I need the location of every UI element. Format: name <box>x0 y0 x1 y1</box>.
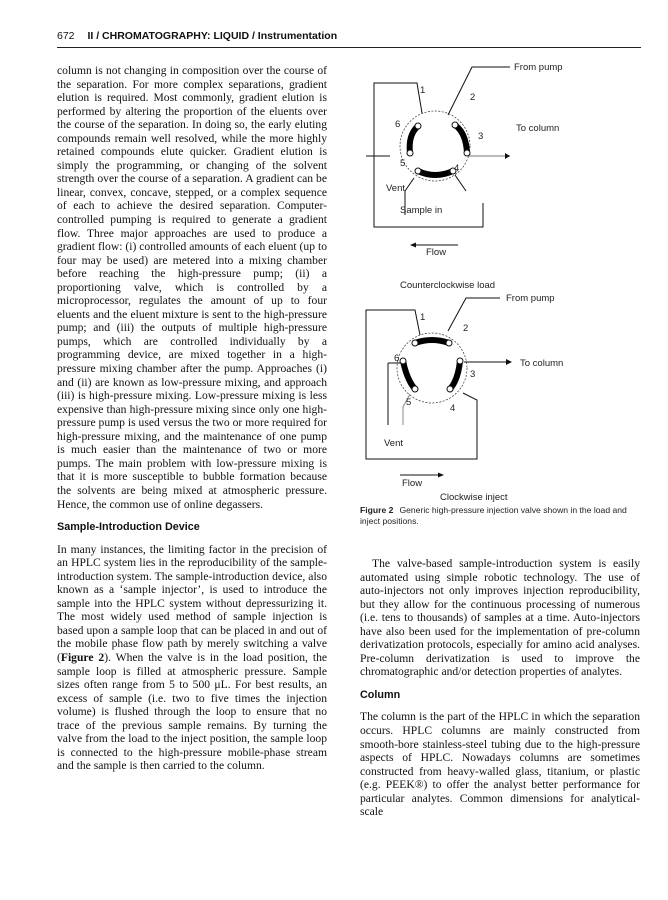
subsection-title: / Instrumentation <box>249 30 338 42</box>
header-rule <box>57 47 641 48</box>
port-label: 2 <box>463 323 469 334</box>
port-label: 3 <box>478 131 484 142</box>
flow-label: Flow <box>402 478 423 489</box>
paragraph-sample-introduction: In many instances, the limiting factor in the precision of an HPLC system lies in the reproducibility of the sample-introduction system. The sample-introduction device, also known as a ‘sample injector’, is used to introduce the sample into the HPLC system without depressurizing it. The most widely used method of sample injection is based upon a sample loop that can be placed in and out of the mobile phase flow path by merely switching a valve (Figure 2). When the valve is in the load position, the sample loop is filled at atmospheric pressure. Sample sizes often range from 5 to 500 μL. For best results, an excess of sample (i.e. two to five times the injection volume) is flushed through the loop to ensure that no trace of the previous sample remains. By turning the valve from the load to the inject position, the sample loop is connected to the high-pressure mobile-phase stream and the sample is then carried to the column. <box>57 542 328 773</box>
to-column-label: To column <box>520 358 564 369</box>
to-column-label: To column <box>516 123 560 134</box>
figure-caption-label: Figure 2 <box>360 505 394 515</box>
page-number: 672 <box>57 30 75 42</box>
flow-label: Flow <box>426 247 447 258</box>
figure-caption <box>360 505 640 527</box>
vent-label: Vent <box>384 438 404 449</box>
port-label: 1 <box>420 85 426 96</box>
port-label: 2 <box>470 92 476 103</box>
sample-in-label: Sample in <box>400 205 443 216</box>
right-column <box>360 557 640 819</box>
inject-position-diagram <box>366 293 563 503</box>
from-pump-label: From pump <box>514 62 563 73</box>
port-label: 6 <box>395 119 401 130</box>
sample-loop-inject <box>366 310 477 459</box>
figure-caption-text: Generic high-pressure injection valve shown in the load and inject positions. <box>360 505 627 526</box>
running-header <box>57 30 637 42</box>
port-label: 6 <box>394 353 400 364</box>
heading-sample-introduction: Sample-Introduction Device <box>57 521 200 534</box>
port-label: 3 <box>470 369 476 380</box>
vent-label: Vent <box>386 183 406 194</box>
load-title: Counterclockwise load <box>400 280 496 291</box>
paragraph-column: The column is the part of the HPLC in which the separation occurs. HPLC columns are mainly constructed from smooth-bore stainless-steel tubing due to the high-pressure aspects of HPLC. Nowadays columns are sometimes constructed from heavy-walled glass, titanium, or plastic (e.g. PEEK®) to offer the analyst better performance for particular analytes. Common dimensions for analytical-scale <box>360 710 640 819</box>
flow-arrow-right <box>438 473 444 478</box>
figure-2-injection-valve <box>360 55 640 505</box>
port-label: 4 <box>450 403 456 414</box>
from-pump-label: From pump <box>506 293 555 304</box>
section-title: II / CHROMATOGRAPHY: LIQUID <box>87 30 250 42</box>
heading-column: Column <box>360 688 401 701</box>
port-label: 5 <box>406 397 412 408</box>
port-label: 4 <box>454 163 460 174</box>
flow-arrow-left <box>410 243 416 248</box>
load-position-diagram <box>366 62 563 291</box>
left-column <box>57 64 327 773</box>
inject-title: Clockwise inject <box>440 492 508 503</box>
figure-reference-link[interactable]: Figure 2 <box>60 650 105 664</box>
port-label: 5 <box>400 158 406 169</box>
paragraph-gradient-elution: column is not changing in composition over the course of the separation. For more complex separations, gradient elution is required. Most commonly, gradient elution is performed by altering the proportion of the eluents over the course of the separation. In doing so, the early eluting compounds remain well resolved, while the more highly retained compounds elute quicker. Gradient elution is simply the programming, or changing of the solvent strength over the course of a separation. A gradient can be linear, convex, concave, stepped, or a complex sequence of each to achieve the desired separation. Computer-controlled pumping is required to generate a gradient flow. Three major approaches are used to produce a gradient flow: (i) controlled amounts of each eluent (up to four may be used) are metered into a mixing chamber before reaching the high-pressure pump; (ii) a proportioning valve, which is controlled by a microprocessor, regulates the amount of up to four eluents and the eluent mixture is sent to the high-pressure pump; and (iii) the outputs of multiple high-pressure pumps, which are controlled individually by a programming device, are mixed together in a high-pressure mixing chamber after the pump. Approaches (i) and (ii) are known as low-pressure mixing, and approach (iii) is high-pressure mixing. Low-pressure mixing is less expensive than high-pressure mixing since only one high-pressure pump is used versus the two or more required for high-pressure mixing, and the maintenance of one pump is much easier than the maintenance of two or more pumps. The main problem with low-pressure mixing is that it is more susceptible to bubble formation because the solvents are being mixed at atmospheric pressure. Hence, the common use of online degassers. <box>57 64 327 511</box>
port-label: 1 <box>420 312 426 323</box>
paragraph-auto-injectors: The valve-based sample-introduction system is easily automated using simple robotic technology. The use of auto-injectors not only improves injection reproducibility, but they allow for the continuous processing of numerous (i.e. tens to thousands) of samples at a time. Auto-injectors have also been used for the implementation of pre-column derivatization protocols, especially for amino acid analyses. Pre-column derivatization is used to improve the chromatographic and/or detection properties of analytes. <box>360 557 640 679</box>
